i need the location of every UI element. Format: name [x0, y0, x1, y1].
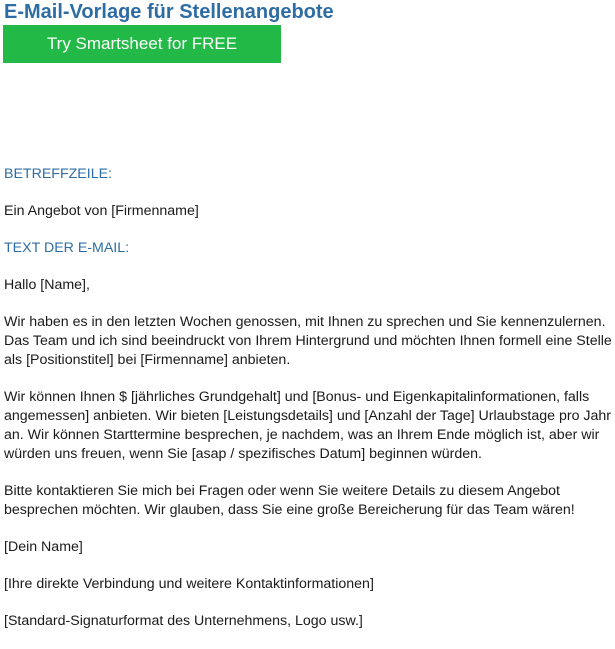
- paragraph-intro: Wir haben es in den letzten Wochen genossen, mit Ihnen zu sprechen und Sie kennenzulernen. Das Team und ich sind beeindruckt von Ihrem Hintergrund und möchten Ihnen formell eine Stelle als [Positionstitel] bei [Firmenname] anbieten.: [4, 314, 612, 368]
- body-label: TEXT DER E-MAIL:: [4, 240, 130, 256]
- email-template-body: [4, 165, 612, 649]
- paragraph-contact: Bitte kontaktieren Sie mich bei Fragen oder wenn Sie weitere Details zu diesem Angebot besprechen möchten. Wir glauben, dass Sie eine große Bereicherung für das Team wären!: [4, 483, 575, 518]
- signature-name: [Dein Name]: [4, 539, 83, 555]
- paragraph-compensation: Wir können Ihnen $ [jährliches Grundgehalt] und [Bonus- und Eigenkapitalinformationen, falls angemessen] anbieten. Wir bieten [Leistungsdetails] und [Anzahl der Tage] Urlaubstage pro Jahr an. Wir können Starttermine besprechen, je nachdem, was an Ihrem Ende möglich ist, aber wir würden uns freuen, wenn Sie [asap / spezifisches Datum] beginnen würden.: [4, 389, 612, 462]
- try-smartsheet-button[interactable]: Try Smartsheet for FREE: [3, 25, 281, 63]
- page-title: E-Mail-Vorlage für Stellenangebote: [4, 1, 334, 23]
- subject-text: Ein Angebot von [Firmenname]: [4, 203, 199, 219]
- signature-format: [Standard-Signaturformat des Unternehmens, Logo usw.]: [4, 613, 363, 629]
- subject-label: BETREFFZEILE:: [4, 166, 112, 182]
- signature-contact: [Ihre direkte Verbindung und weitere Kontaktinformationen]: [4, 576, 374, 592]
- greeting: Hallo [Name],: [4, 277, 90, 293]
